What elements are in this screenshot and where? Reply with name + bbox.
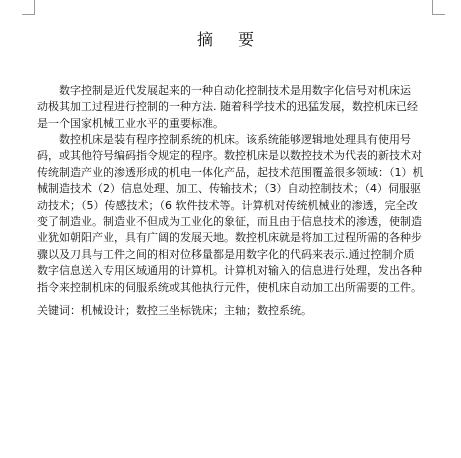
paragraph-line: 码，或其他符号编码指令规定的程序。数控机床是以数控技术为代表的新技术对 [37, 149, 422, 163]
paragraph-line: 动极其加工过程进行控制的一种方法. 随着科学技术的迅猛发展，数控机床已经 [37, 100, 418, 114]
keywords-line: 关键词：机械设计；数控三坐标铣床；主轴；数控系统。 [37, 304, 312, 317]
paragraph-line: 械制造技术（2）信息处理、加工、传输技术；（3）自动控制技术；（4）伺服驱 [37, 182, 421, 196]
paragraph-line: 业犹如朝阳产业，具有广阔的发展天地。数控机床就是将加工过程所需的各种步 [37, 231, 422, 245]
paragraph-line: 指令来控制机床的伺服系统或其他执行元件，使机床自动加工出所需要的工件。 [37, 280, 422, 294]
paragraph-line: 传统制造产业的渗透形成的机电一体化产品，起技术范围覆盖很多领域：（1）机 [37, 165, 424, 179]
paragraph-line: 变了制造业。制造业不但成为工业化的象征，而且由于信息技术的渗透，使制造 [37, 215, 422, 229]
paragraph-line: 数字控制是近代发展起来的一种自动化控制技术是用数字化信号对机床运 [59, 84, 411, 97]
page-title: 摘 要 [196, 30, 265, 49]
paragraph-line: 动技术；（5）传感技术；（6 软件技术等。计算机对传统机械业的渗透，完全改 [37, 198, 418, 212]
abstract-paragraph-1 [37, 83, 452, 132]
margin-mark-top-right [432, 0, 445, 15]
margin-mark-top-left [22, 0, 35, 15]
paragraph-line: 数控机床是装有程序控制系统的机床。该系统能够逻辑地处理具有使用号 [59, 133, 411, 146]
paragraph-line: 是一个国家机械工业水平的重要标准。 [37, 116, 224, 130]
abstract-paragraph-2 [37, 132, 452, 296]
paragraph-line: 骤以及刀具与工件之间的相对位移量都是用数字化的代码来表示.通过控制介质 [37, 247, 415, 261]
paragraph-line: 数字信息送入专用区域通用的计算机。计算机对输入的信息进行处理，发出各种 [37, 264, 422, 278]
